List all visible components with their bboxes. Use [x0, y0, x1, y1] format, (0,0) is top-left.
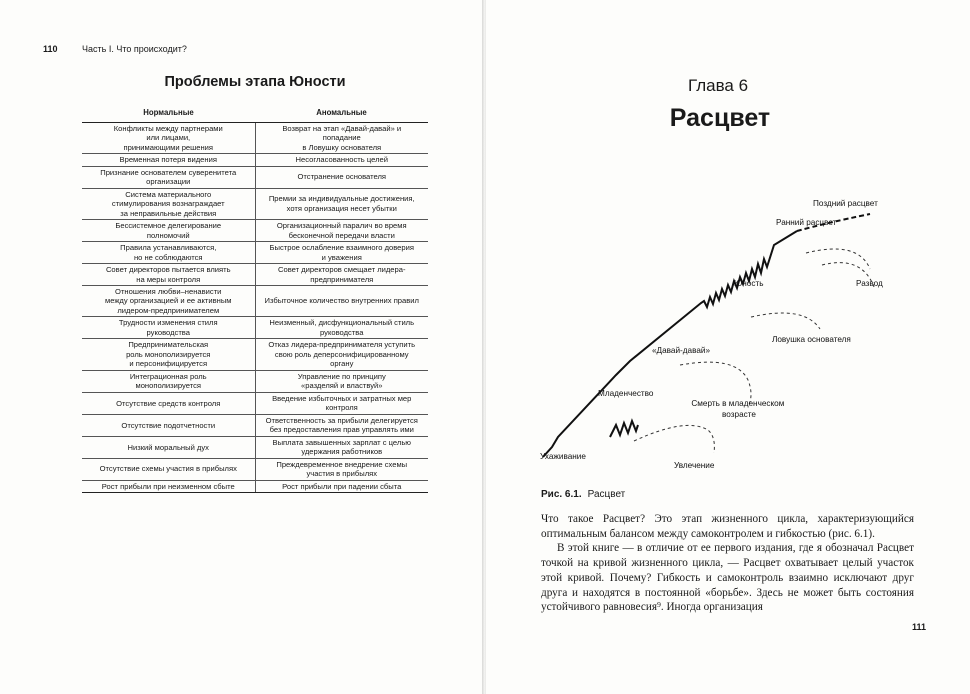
cell-normal: Низкий моральный дух — [82, 436, 255, 458]
cell-abnormal: Введение избыточных и затратных мер контроля — [255, 392, 428, 414]
label-late-prime: Поздний расцвет — [813, 199, 878, 208]
affair-dashed-curve — [634, 425, 714, 453]
table-row — [82, 370, 428, 392]
cell-normal: Правила устанавливаются, но не соблюдаются — [82, 242, 255, 264]
label-adolescence: Юность — [734, 279, 764, 288]
cell-abnormal: Несогласованность целей — [255, 154, 428, 166]
body-text — [541, 512, 914, 615]
column-header-normal: Нормальные — [82, 104, 255, 122]
label-infancy: Младенчество — [598, 389, 654, 398]
column-header-abnormal: Аномальные — [255, 104, 428, 122]
table-row — [82, 166, 428, 188]
chapter-title: Расцвет — [669, 104, 771, 132]
lifecycle-diagram — [486, 185, 906, 485]
label-early-prime: Ранний расцвет — [776, 218, 837, 227]
cell-normal: Рост прибыли при неизменном сбыте — [82, 480, 255, 492]
table-header-row — [82, 104, 428, 122]
figure-caption-label: Рис. 6.1. — [541, 489, 582, 500]
table-body — [82, 122, 428, 492]
cell-abnormal: Премии за индивидуальные достижения, хотя организация несет убытки — [255, 188, 428, 219]
label-founder-trap: Ловушка основателя — [772, 335, 851, 344]
table-row — [82, 188, 428, 219]
table-row — [82, 436, 428, 458]
cell-abnormal: Преждевременное внедрение схемы участия в прибылях — [255, 458, 428, 480]
table-row — [82, 264, 428, 286]
cell-normal: Конфликты между партнерами или лицами, принимающими решения — [82, 122, 255, 153]
figure-caption-text: Расцвет — [587, 489, 626, 500]
cell-normal: Отношения любви–ненависти между организацией и ее активным лидером-предпринимателем — [82, 286, 255, 317]
label-infant-mortality — [691, 399, 786, 419]
cell-normal: Временная потеря видения — [82, 154, 255, 166]
label-divorce: Развод — [856, 279, 883, 288]
cell-abnormal: Быстрое ослабление взаимного доверия и уважения — [255, 242, 428, 264]
table-row — [82, 480, 428, 492]
divorce-dashed-curve-1 — [806, 249, 870, 269]
infant-mortality-line-1: Смерть в младенческом — [691, 399, 785, 408]
table-row — [82, 122, 428, 153]
cell-normal: Система материального стимулирования вознаграждает за неправильные действия — [82, 188, 255, 219]
table-row — [82, 414, 428, 436]
left-page — [0, 0, 484, 694]
table-row — [82, 286, 428, 317]
table-row — [82, 220, 428, 242]
cell-normal: Предпринимательская роль монополизируется и персонифицируется — [82, 339, 255, 370]
cell-abnormal: Отказ лидера-предпринимателя уступить свою роль деперсонифицированному органу — [255, 339, 428, 370]
table-row — [82, 458, 428, 480]
cell-abnormal: Неизменный, дисфункциональный стиль руководства — [255, 317, 428, 339]
cell-abnormal: Возврат на этап «Давай-давай» и попадание в Ловушку основателя — [255, 122, 428, 153]
cell-abnormal: Выплата завышенных зарплат с целью удержания работников — [255, 436, 428, 458]
figure-caption — [541, 489, 625, 500]
infant-mortality-line-2: возрасте — [722, 410, 756, 419]
cell-normal: Трудности изменения стиля руководства — [82, 317, 255, 339]
founder-trap-dashed-curve — [751, 313, 820, 329]
cell-abnormal: Совет директоров смещает лидера- предпринимателя — [255, 264, 428, 286]
cell-normal: Отсутствие средств контроля — [82, 392, 255, 414]
label-courtship: Ухаживание — [540, 452, 586, 461]
right-page-number: 111 — [912, 622, 927, 632]
courtship-zigzag — [610, 421, 638, 437]
table-title: Проблемы этапа Юности — [164, 74, 346, 90]
cell-abnormal: Ответственность за прибыли делегируется без предоставления прав управлять ими — [255, 414, 428, 436]
cell-normal: Отсутствие схемы участия в прибылях — [82, 458, 255, 480]
table-row — [82, 242, 428, 264]
cell-abnormal: Отстранение основателя — [255, 166, 428, 188]
running-head: Часть I. Что происходит? — [82, 44, 187, 54]
problems-table — [82, 104, 428, 493]
cell-abnormal: Организационный паралич во время бесконечной передачи власти — [255, 220, 428, 242]
cell-normal: Совет директоров пытается влиять на меры контроля — [82, 264, 255, 286]
cell-normal: Признание основателем суверенитета организации — [82, 166, 255, 188]
cell-abnormal: Избыточное количество внутренних правил — [255, 286, 428, 317]
paragraph-1: Что такое Расцвет? Это этап жизненного цикла, характеризующийся оптимальным балансом между самоконтролем и гибкостью (рис. 6.1). — [541, 513, 914, 540]
cell-normal: Бессистемное делегирование полномочий — [82, 220, 255, 242]
table-row — [82, 392, 428, 414]
cell-abnormal: Рост прибыли при падении сбыта — [255, 480, 428, 492]
cell-normal: Отсутствие подотчетности — [82, 414, 255, 436]
lifecycle-main-curve — [543, 231, 797, 457]
table-row — [82, 154, 428, 166]
label-affair: Увлечение — [674, 461, 715, 470]
table-row — [82, 339, 428, 370]
paragraph-2: В этой книге — в отличие от ее первого издания, где я обозначал Расцвет точкой на кривой жизненного цикла, — Расцвет охватывает целый участок этой кривой. Почему? Гибкость и самоконтроль взаимно исключают друг друга и находятся в постоянной «борьбе». Здесь не может быть состояния устойчивого равновесия⁹. Иногда организация — [541, 542, 914, 614]
left-page-number: 110 — [43, 44, 58, 54]
label-go-go: «Давай-давай» — [652, 346, 711, 355]
cell-normal: Интеграционная роль монополизируется — [82, 370, 255, 392]
cell-abnormal: Управление по принципу «разделяй и властвуй» — [255, 370, 428, 392]
table-row — [82, 317, 428, 339]
chapter-label: Глава 6 — [687, 76, 749, 95]
